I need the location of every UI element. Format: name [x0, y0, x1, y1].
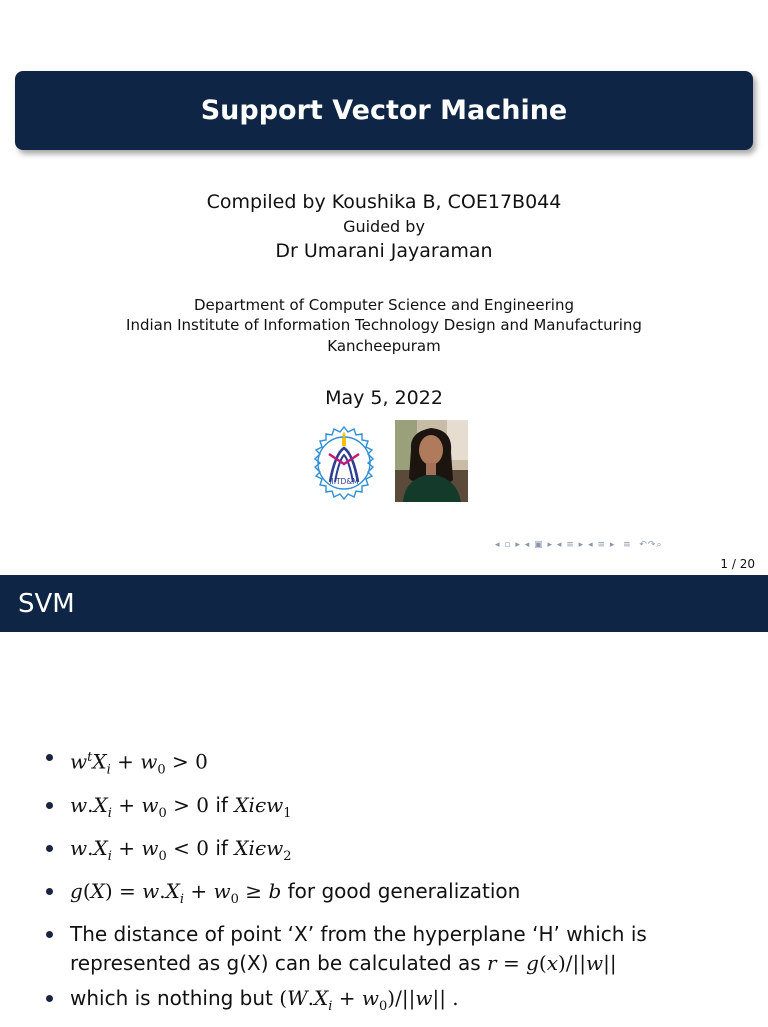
svm-slide [0, 575, 768, 1024]
author-line: Compiled by Koushika B, COE17B044 [206, 191, 562, 213]
bullet-item: $w^tX_i + w_0 > 0$ [42, 743, 752, 785]
department-line: Department of Computer Science and Engineering [193, 296, 574, 314]
presentation-date: May 5, 2022 [325, 387, 443, 409]
bullet-item: $w.X_i + w_0 > 0$ if Xiϵw$_1$ [42, 791, 752, 828]
bullet-5-line-2: represented as g(X) can be calculated as [70, 950, 481, 975]
logo-text: IIITD&M [329, 477, 359, 486]
bullet-item: $g(X) = w.X_i + w_0 \ge b$ for good generalization [42, 877, 752, 914]
slide-title: Support Vector Machine [200, 95, 568, 126]
institute-line: Indian Institute of Information Technology Design and Manufacturing [126, 316, 642, 334]
bullet-item: The distance of point ‘X’ from the hyperplane ‘H’ which is represented as g(X) can be calculated as r = g(x)/||w|| [42, 920, 752, 978]
guide-name: Dr Umarani Jayaraman [275, 240, 493, 262]
guided-by-label: Guided by [343, 217, 425, 236]
nav-outline-icon[interactable]: ≡ [623, 540, 632, 550]
nav-subsection-icon[interactable]: ◂ ▣ ▸ [524, 540, 553, 550]
nav-frame-icon[interactable]: ◂ ▫ ▸ [495, 540, 521, 550]
bullet-item: which is nothing but $(W.X_i + w_0)/||w||$ . [42, 984, 752, 1021]
nav-section-icon-2[interactable]: ◂ ≡ ▸ [588, 540, 616, 550]
bullet-4-text: for good generalization [287, 878, 521, 903]
title-banner [15, 71, 753, 150]
city-line: Kancheepuram [327, 337, 441, 355]
nav-search-icon[interactable]: ↶↷⌕ [639, 540, 663, 550]
bullet-5-line-1: The distance of point ‘X’ from the hyperplane ‘H’ which is [70, 921, 647, 946]
institute-logo-icon [305, 424, 383, 502]
presenter-photo [395, 420, 468, 502]
nav-section-icon[interactable]: ◂ ≡ ▸ [556, 540, 585, 550]
page-number: 1 / 20 [720, 557, 755, 571]
frame-title: SVM [18, 588, 75, 619]
frame-title-bar [0, 575, 768, 632]
beamer-navigation[interactable] [495, 540, 763, 554]
bullet-item: $w.X_i + w_0 < 0$ if Xiϵw$_2$ [42, 834, 752, 871]
bullet-list [42, 743, 752, 1027]
bullet-6-text: which is nothing but [70, 985, 273, 1010]
